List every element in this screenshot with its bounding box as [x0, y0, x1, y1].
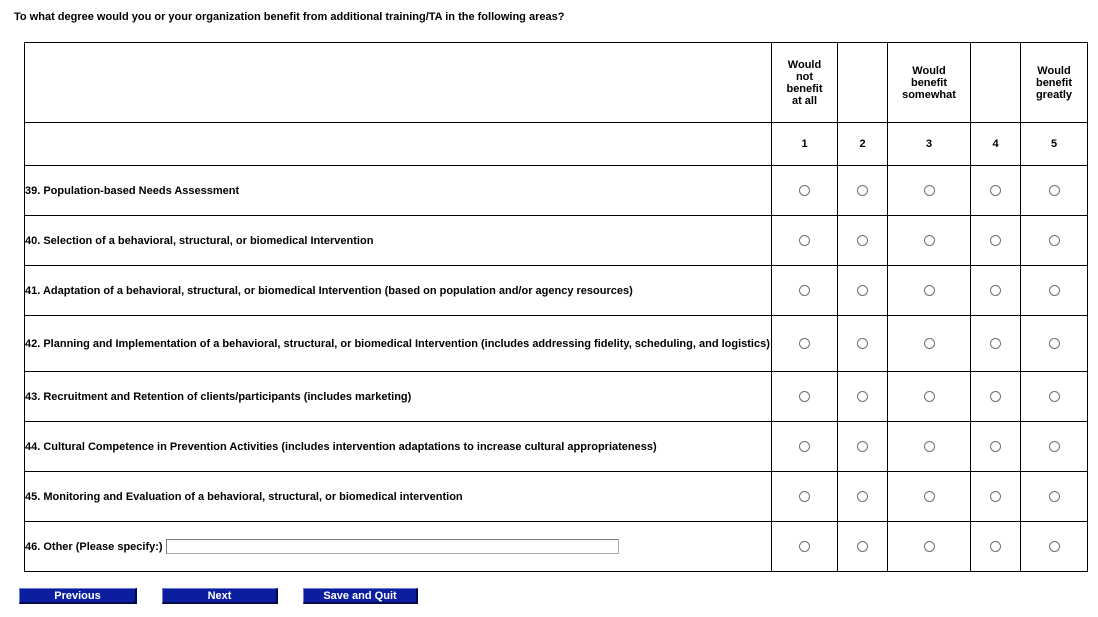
rating-radio-1[interactable]	[799, 185, 810, 196]
rating-radio-2[interactable]	[857, 541, 868, 552]
question-row-label-cell	[25, 316, 772, 372]
rating-cell	[971, 216, 1021, 266]
scale-header-5	[1021, 43, 1088, 123]
question-row-label-cell	[25, 372, 772, 422]
question-row	[25, 216, 1088, 266]
rating-cell	[1021, 316, 1088, 372]
rating-radio-2[interactable]	[857, 338, 868, 349]
rating-radio-1[interactable]	[799, 391, 810, 402]
rating-cell	[888, 266, 971, 316]
scale-number-1: 1	[772, 123, 838, 166]
rating-radio-4[interactable]	[990, 491, 1001, 502]
rating-radio-4[interactable]	[990, 541, 1001, 552]
rating-radio-2[interactable]	[857, 391, 868, 402]
rating-radio-5[interactable]	[1049, 235, 1060, 246]
rating-cell	[888, 472, 971, 522]
rating-cell	[888, 372, 971, 422]
rating-radio-3[interactable]	[924, 491, 935, 502]
rating-cell	[888, 522, 971, 572]
rating-radio-5[interactable]	[1049, 491, 1060, 502]
scale-header-label: Would not benefit at all	[786, 58, 823, 107]
scale-header-label: Would benefit somewhat	[902, 64, 956, 101]
rating-cell	[888, 216, 971, 266]
question-row-label-cell	[25, 166, 772, 216]
number-row-blank	[25, 123, 772, 166]
rating-radio-1[interactable]	[799, 491, 810, 502]
rating-radio-2[interactable]	[857, 491, 868, 502]
question-label: 45. Monitoring and Evaluation of a behavioral, structural, or biomedical intervention	[25, 490, 463, 503]
question-label: 40. Selection of a behavioral, structural, or biomedical Intervention	[25, 234, 374, 247]
rating-cell	[888, 166, 971, 216]
rating-cell	[971, 522, 1021, 572]
rating-cell	[772, 522, 838, 572]
rating-cell	[971, 472, 1021, 522]
rating-cell	[772, 422, 838, 472]
previous-button[interactable]: Previous	[19, 588, 137, 604]
rating-radio-3[interactable]	[924, 441, 935, 452]
rating-radio-4[interactable]	[990, 391, 1001, 402]
rating-cell	[1021, 372, 1088, 422]
scale-header-3	[888, 43, 971, 123]
rating-cell	[838, 166, 888, 216]
question-row	[25, 522, 1088, 572]
rating-cell	[838, 422, 888, 472]
rating-cell	[772, 316, 838, 372]
rating-cell	[838, 522, 888, 572]
scale-header-1	[772, 43, 838, 123]
rating-radio-3[interactable]	[924, 285, 935, 296]
rating-radio-4[interactable]	[990, 285, 1001, 296]
next-button[interactable]: Next	[162, 588, 278, 604]
rating-radio-2[interactable]	[857, 235, 868, 246]
rating-radio-5[interactable]	[1049, 338, 1060, 349]
rating-radio-1[interactable]	[799, 441, 810, 452]
scale-header-label: Would benefit greatly	[1035, 64, 1073, 101]
rating-radio-5[interactable]	[1049, 285, 1060, 296]
question-row-label-cell	[25, 266, 772, 316]
rating-radio-1[interactable]	[799, 235, 810, 246]
rating-radio-3[interactable]	[924, 391, 935, 402]
rating-radio-4[interactable]	[990, 185, 1001, 196]
rating-cell	[772, 216, 838, 266]
rating-radio-1[interactable]	[799, 285, 810, 296]
rating-cell	[838, 266, 888, 316]
rating-cell	[971, 166, 1021, 216]
rating-grid	[24, 42, 1088, 572]
rating-cell	[1021, 216, 1088, 266]
rating-radio-3[interactable]	[924, 185, 935, 196]
rating-radio-5[interactable]	[1049, 391, 1060, 402]
rating-cell	[772, 166, 838, 216]
rating-radio-1[interactable]	[799, 338, 810, 349]
rating-cell	[772, 266, 838, 316]
rating-cell	[1021, 422, 1088, 472]
scale-header-4	[971, 43, 1021, 123]
rating-cell	[1021, 266, 1088, 316]
question-label: 44. Cultural Competence in Prevention Activities (includes intervention adaptations to increase cultural appropriateness)	[25, 440, 657, 453]
rating-radio-3[interactable]	[924, 338, 935, 349]
rating-cell	[971, 372, 1021, 422]
rating-cell	[971, 316, 1021, 372]
rating-radio-5[interactable]	[1049, 441, 1060, 452]
question-row	[25, 316, 1088, 372]
rating-cell	[971, 422, 1021, 472]
rating-radio-2[interactable]	[857, 285, 868, 296]
question-label: 41. Adaptation of a behavioral, structural, or biomedical Intervention (based on population and/or agency resources)	[25, 284, 633, 297]
rating-radio-5[interactable]	[1049, 185, 1060, 196]
question-label: 39. Population-based Needs Assessment	[25, 184, 240, 197]
other-label: 46. Other (Please specify:)	[25, 540, 163, 553]
scale-number-3: 3	[888, 123, 971, 166]
question-row-label-cell	[25, 472, 772, 522]
other-specify-input[interactable]	[166, 539, 619, 554]
save-and-quit-button[interactable]: Save and Quit	[303, 588, 418, 604]
rating-cell	[838, 316, 888, 372]
scale-number-5: 5	[1021, 123, 1088, 166]
rating-cell	[888, 422, 971, 472]
rating-cell	[1021, 522, 1088, 572]
rating-radio-2[interactable]	[857, 441, 868, 452]
question-row	[25, 372, 1088, 422]
question-row	[25, 266, 1088, 316]
question-row-label-cell	[25, 422, 772, 472]
question-row-label-cell	[25, 522, 772, 572]
rating-radio-2[interactable]	[857, 185, 868, 196]
rating-radio-4[interactable]	[990, 235, 1001, 246]
header-blank	[25, 43, 772, 123]
rating-cell	[838, 472, 888, 522]
question-row	[25, 472, 1088, 522]
question-text: To what degree would you or your organization benefit from additional training/TA in the following areas?	[14, 11, 565, 23]
rating-radio-5[interactable]	[1049, 541, 1060, 552]
question-label: 42. Planning and Implementation of a behavioral, structural, or biomedical Intervention (includes addressing fidelity, scheduling, and logistics)	[25, 337, 770, 350]
rating-cell	[888, 316, 971, 372]
scale-number-2: 2	[838, 123, 888, 166]
rating-cell	[838, 372, 888, 422]
rating-radio-3[interactable]	[924, 541, 935, 552]
scale-header-2	[838, 43, 888, 123]
rating-radio-4[interactable]	[990, 441, 1001, 452]
rating-cell	[971, 266, 1021, 316]
rating-radio-4[interactable]	[990, 338, 1001, 349]
question-row	[25, 422, 1088, 472]
rating-radio-1[interactable]	[799, 541, 810, 552]
scale-number-4: 4	[971, 123, 1021, 166]
rating-cell	[1021, 472, 1088, 522]
question-label: 43. Recruitment and Retention of clients/participants (includes marketing)	[25, 390, 412, 403]
question-row	[25, 166, 1088, 216]
rating-radio-3[interactable]	[924, 235, 935, 246]
rating-cell	[772, 372, 838, 422]
rating-cell	[1021, 166, 1088, 216]
rating-cell	[838, 216, 888, 266]
rating-cell	[772, 472, 838, 522]
question-row-label-cell	[25, 216, 772, 266]
